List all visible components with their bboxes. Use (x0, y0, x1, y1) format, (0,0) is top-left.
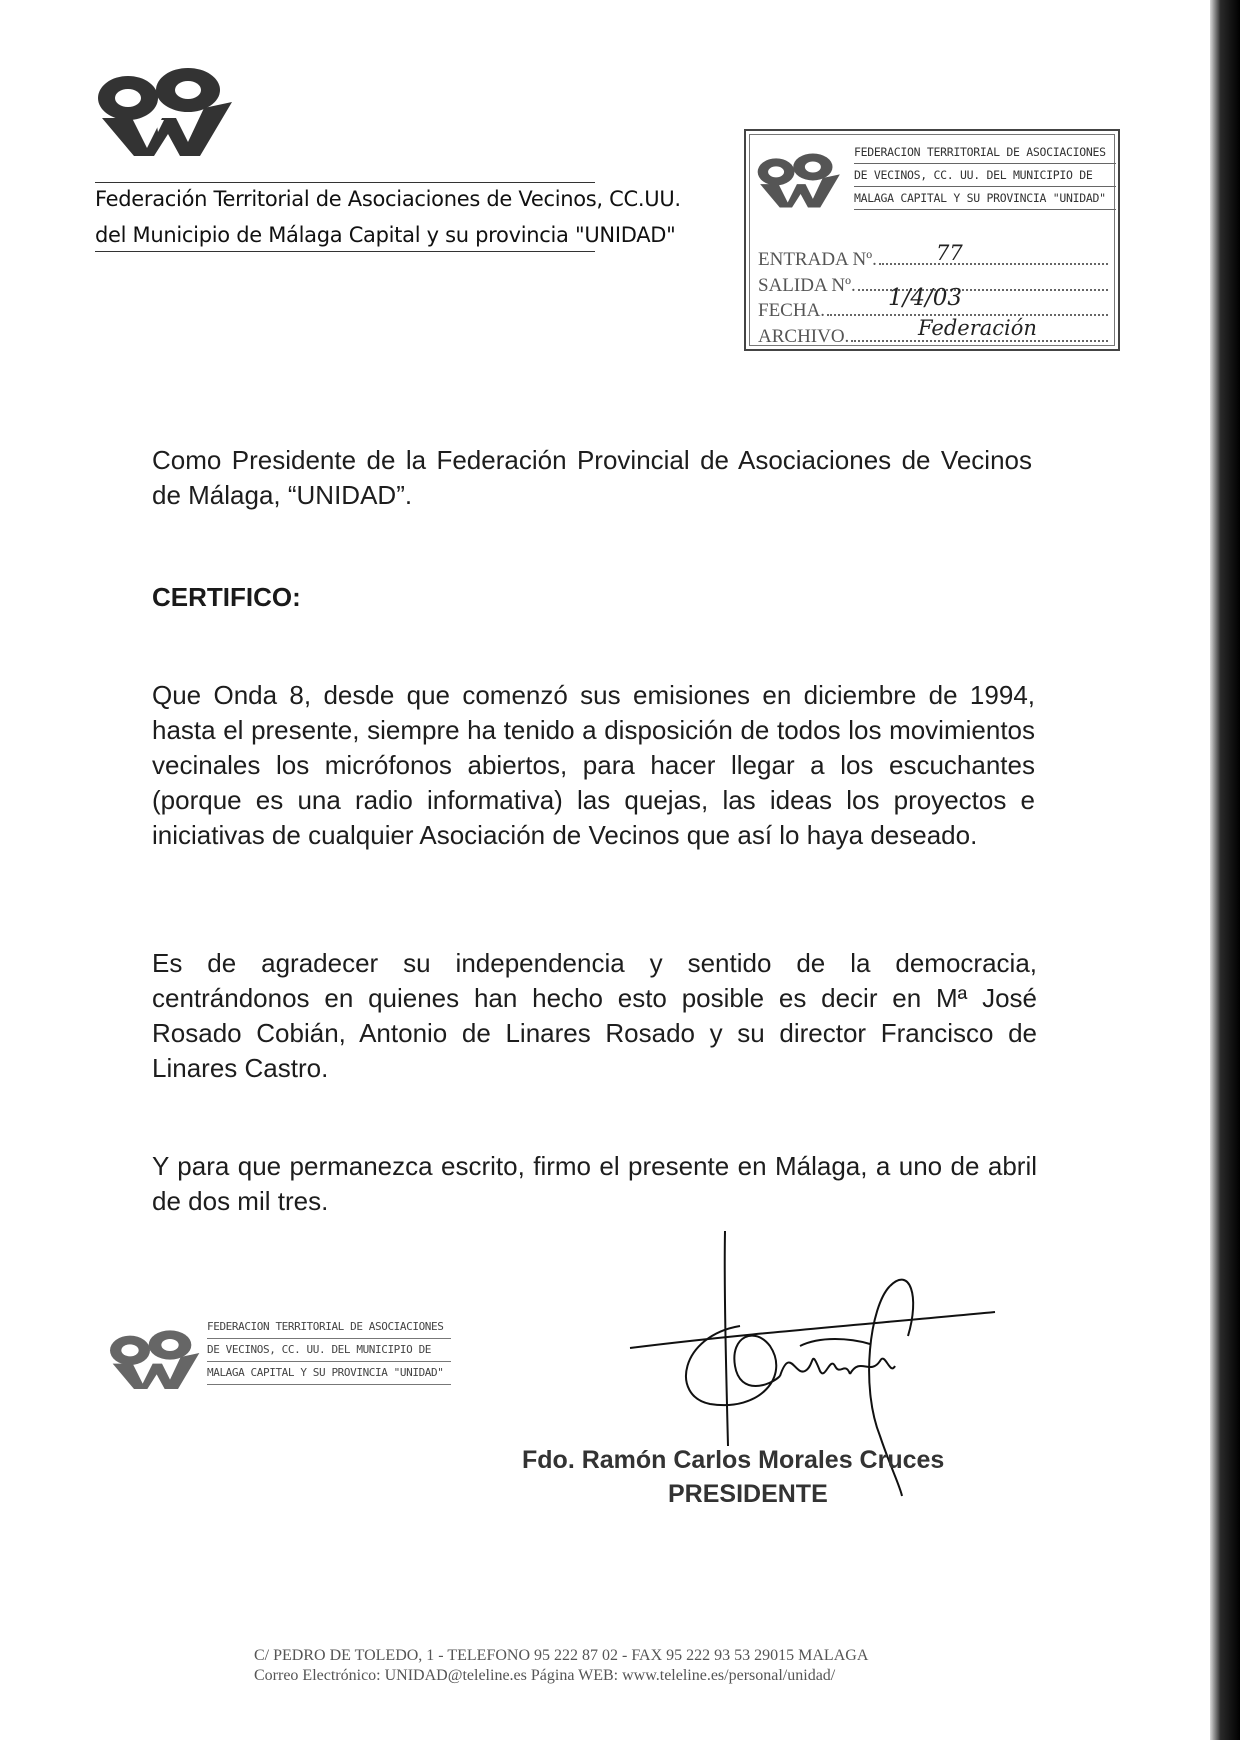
header-org-line1: Federación Territorial de Asociaciones de Vecinos, CC.UU. (95, 182, 595, 211)
closing-paragraph: Y para que permanezca escrito, firmo el presente en Málaga, a uno de abril de dos mil tres. (152, 1151, 1037, 1216)
certifico-heading: CERTIFICO: (152, 582, 301, 612)
aavv-logo-icon (754, 145, 846, 211)
footer-address: C/ PEDRO DE TOLEDO, 1 - TELEFONO 95 222 87 02 - FAX 95 222 93 53 29015 MALAGA (254, 1647, 869, 1664)
stamp-field-label: FECHA. (758, 300, 826, 321)
intro-paragraph: Como Presidente de la Federación Provincial de Asociaciones de Vecinos de Málaga, “UNIDAD”. (152, 445, 1032, 510)
stamp-field-entrada (758, 241, 1108, 273)
stamp-org-line: DE VECINOS, CC. UU. DEL MUNICIPIO DE (207, 1339, 451, 1362)
footer-email-web: Correo Electrónico: UNIDAD@teleline.es Página WEB: www.teleline.es/personal/unidad/ (254, 1667, 836, 1684)
aavv-logo-icon (92, 58, 242, 158)
footer-contact (254, 1646, 1014, 1686)
body-paragraph-1: Que Onda 8, desde que comenzó sus emisiones en diciembre de 1994, hasta el presente, siempre ha tenido a disposición de todos los movimientos vecinales los micrófonos abiertos, para hacer llegar a los escuchantes (porque es una radio informativa) las quejas, las ideas los proyectos e iniciativas de cualquier Asociación de Vecinos que así lo haya deseado. (152, 680, 1035, 850)
aavv-logo-icon (106, 1322, 206, 1392)
header-organization-name (95, 182, 681, 252)
stamp-field-label: ENTRADA Nº. (758, 249, 877, 270)
stamp-org-line: MALAGA CAPITAL Y SU PROVINCIA "UNIDAD" (207, 1362, 451, 1385)
stamp-field-archivo (758, 315, 1108, 350)
signatory-role: PRESIDENTE (668, 1480, 828, 1508)
stamp-field-handwritten: 77 (936, 241, 963, 265)
header-org-line2: del Municipio de Málaga Capital y su provincia "UNIDAD" (95, 223, 595, 252)
registry-stamp (744, 129, 1120, 351)
stamp-org-line: FEDERACION TERRITORIAL DE ASOCIACIONES (854, 141, 1116, 164)
scan-edge-shadow (1210, 0, 1240, 1740)
bottom-stamp-org-text (207, 1316, 451, 1385)
stamp-field-label: ARCHIVO. (758, 325, 850, 347)
signatory-name: Fdo. Ramón Carlos Morales Cruces (522, 1446, 945, 1474)
stamp-org-line: FEDERACION TERRITORIAL DE ASOCIACIONES (207, 1316, 451, 1339)
stamp-org-line: DE VECINOS, CC. UU. DEL MUNICIPIO DE (854, 164, 1116, 187)
body-paragraph-2: Es de agradecer su independencia y sentido de la democracia, centrándonos en quienes han hecho esto posible es decir en Mª José Rosado Cobián, Antonio de Linares Rosado y su director Francisco de Linares Castro. (152, 948, 1037, 1083)
stamp-org-text (854, 141, 1116, 210)
stamp-field-label: SALIDA Nº. (758, 274, 856, 296)
stamp-org-line: MALAGA CAPITAL Y SU PROVINCIA "UNIDAD" (854, 187, 1116, 210)
stamp-field-handwritten: 1/4/03 (888, 285, 963, 311)
stamp-fields (758, 241, 1108, 349)
stamp-field-handwritten: Federación (918, 315, 1037, 340)
